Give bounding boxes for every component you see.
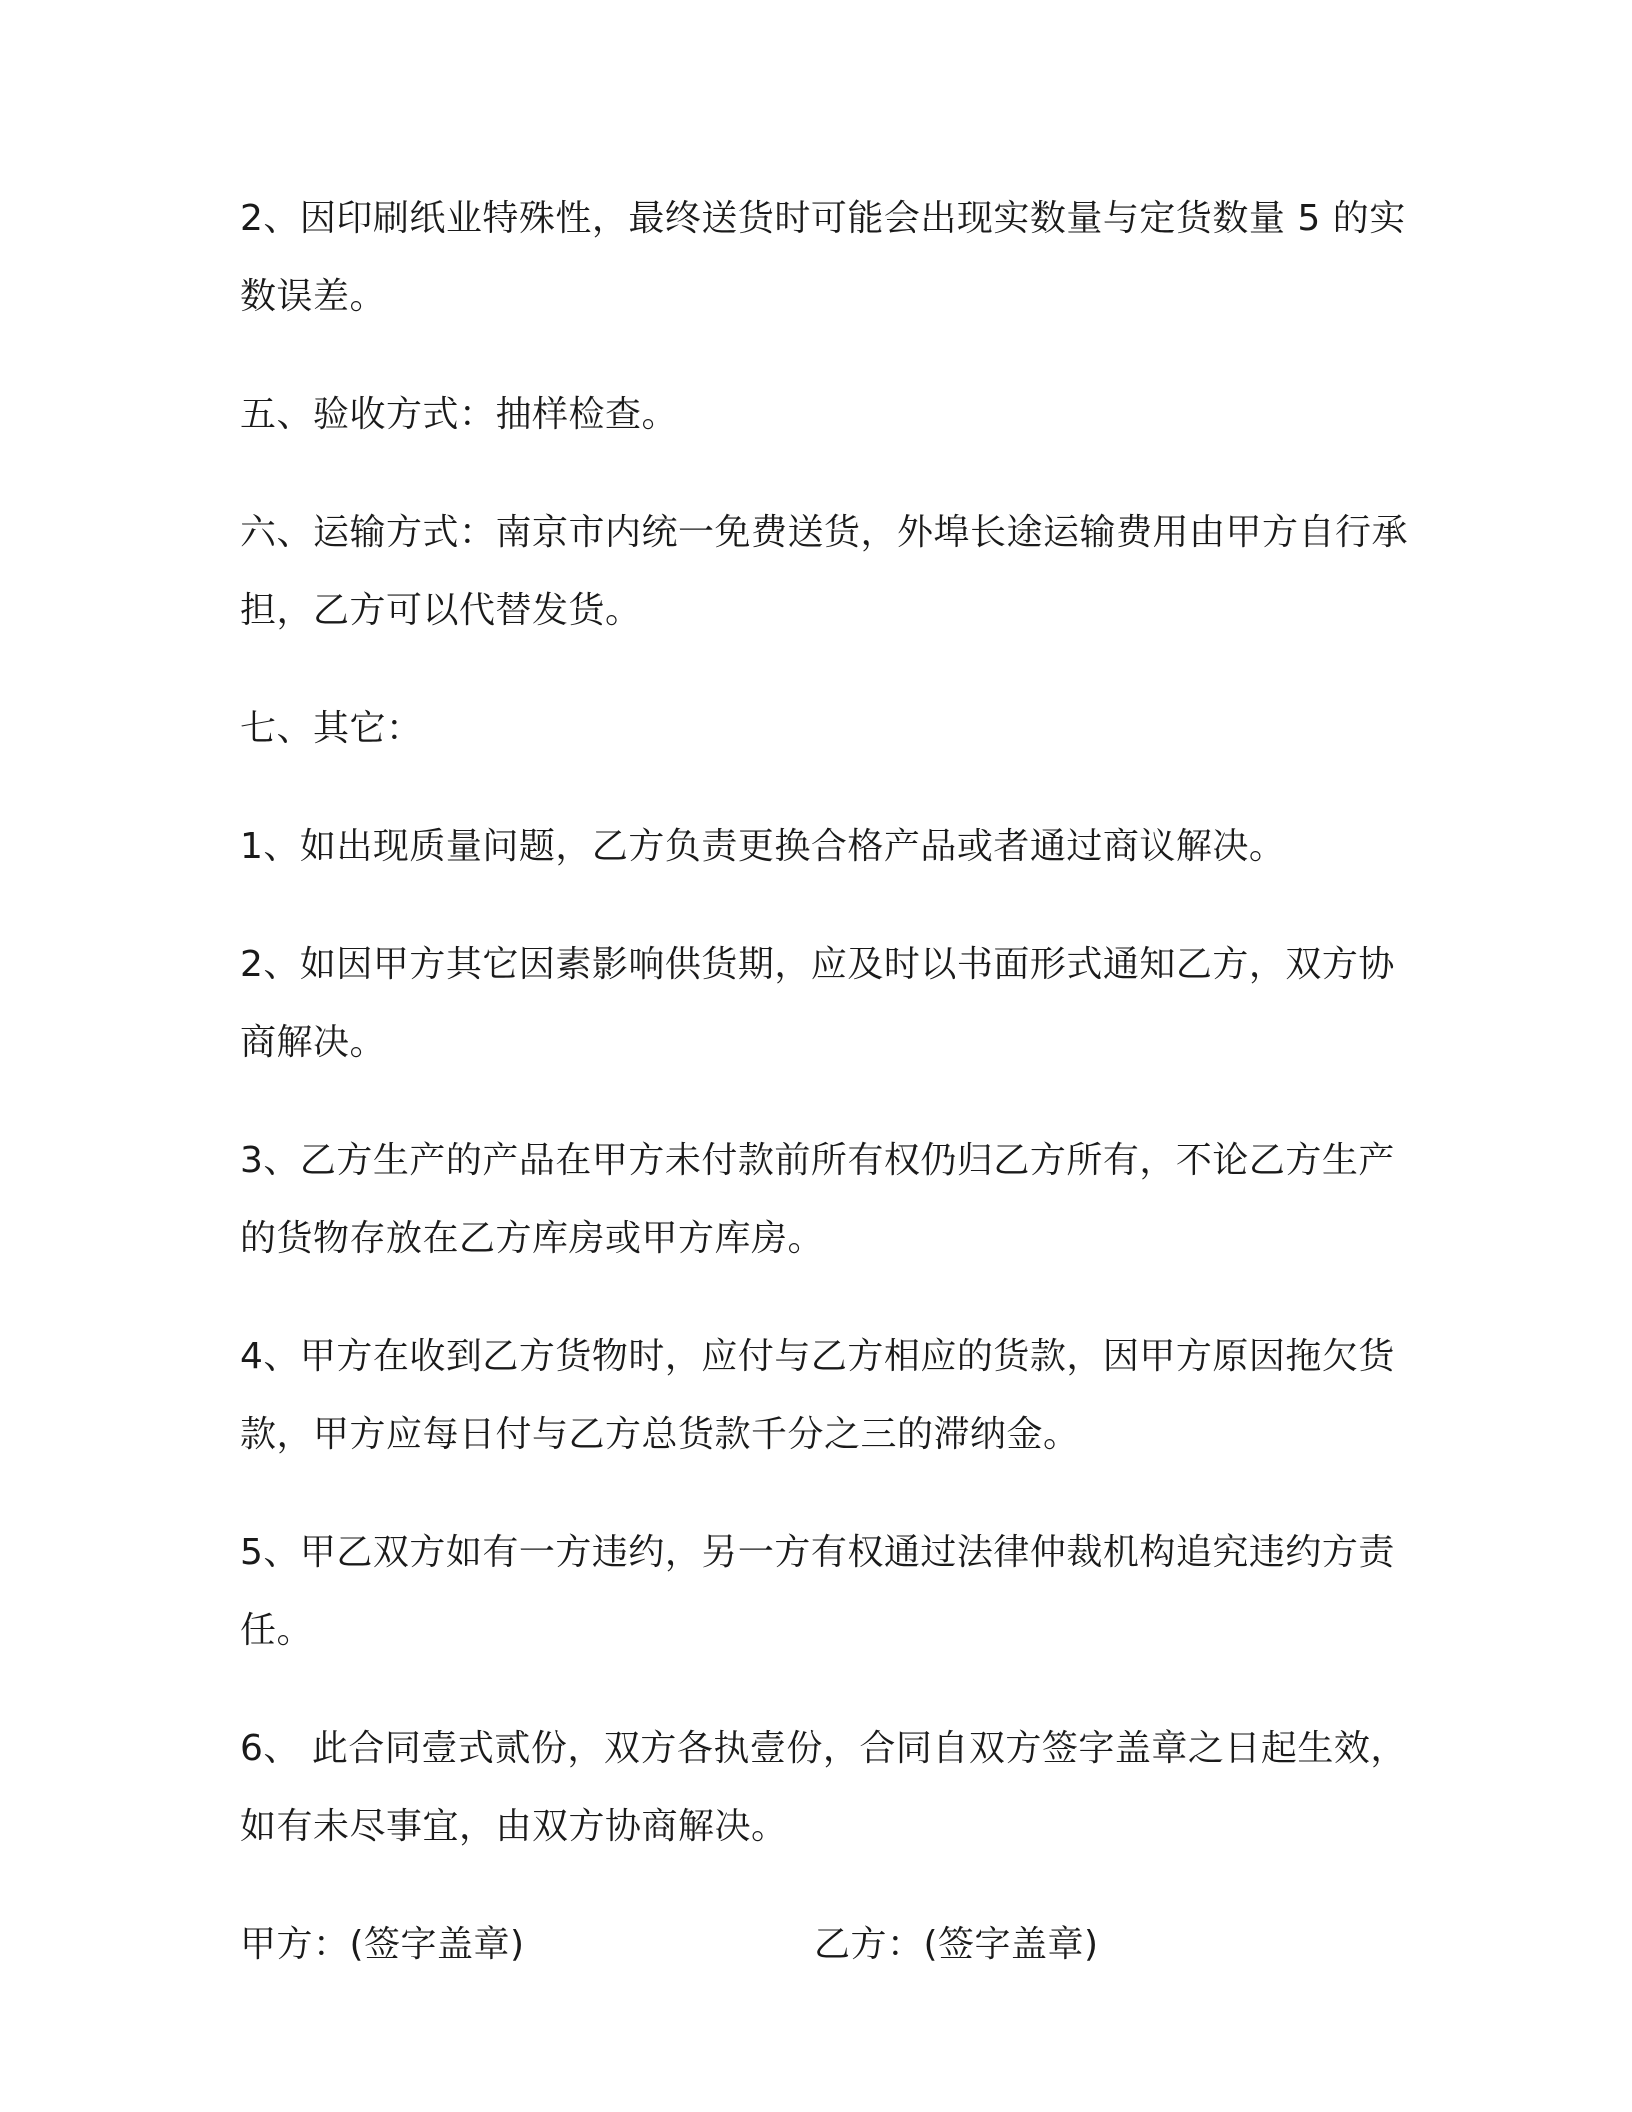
- signature-row: [240, 1906, 1420, 1984]
- clause-7-4: 4、甲方在收到乙方货物时，应付与乙方相应的货款，因甲方原因拖欠货款，甲方应每日付与乙方总货款千分之三的滞纳金。: [240, 1336, 1395, 1455]
- party-a-signature: 甲方：(签字盖章): [240, 1924, 525, 1965]
- clause-7-5: 5、甲乙双方如有一方违约，另一方有权通过法律仲裁机构追究违约方责任。: [240, 1532, 1395, 1651]
- clause-7-heading: 七、其它：: [240, 708, 423, 749]
- clause-7-3: 3、乙方生产的产品在甲方未付款前所有权仍归乙方所有，不论乙方生产的货物存放在乙方库房或甲方库房。: [240, 1140, 1395, 1259]
- party-b-signature: 乙方：(签字盖章): [814, 1924, 1099, 1965]
- clause-4-2: 2、因印刷纸业特殊性，最终送货时可能会出现实数量与定货数量 5 的实数误差。: [240, 198, 1406, 317]
- clause-6-transport: 六、运输方式：南京市内统一免费送货，外埠长途运输费用由甲方自行承担，乙方可以代替发货。: [240, 512, 1409, 631]
- clause-7-6: 6、 此合同壹式贰份，双方各执壹份，合同自双方签字盖章之日起生效，如有未尽事宜，由双方协商解决。: [240, 1728, 1407, 1847]
- clause-5-acceptance: 五、验收方式：抽样检查。: [240, 394, 679, 435]
- document-body: [240, 180, 1420, 1984]
- clause-7-2: 2、如因甲方其它因素影响供货期，应及时以书面形式通知乙方，双方协商解决。: [240, 944, 1395, 1063]
- clause-7-1: 1、如出现质量问题，乙方负责更换合格产品或者通过商议解决。: [240, 826, 1286, 867]
